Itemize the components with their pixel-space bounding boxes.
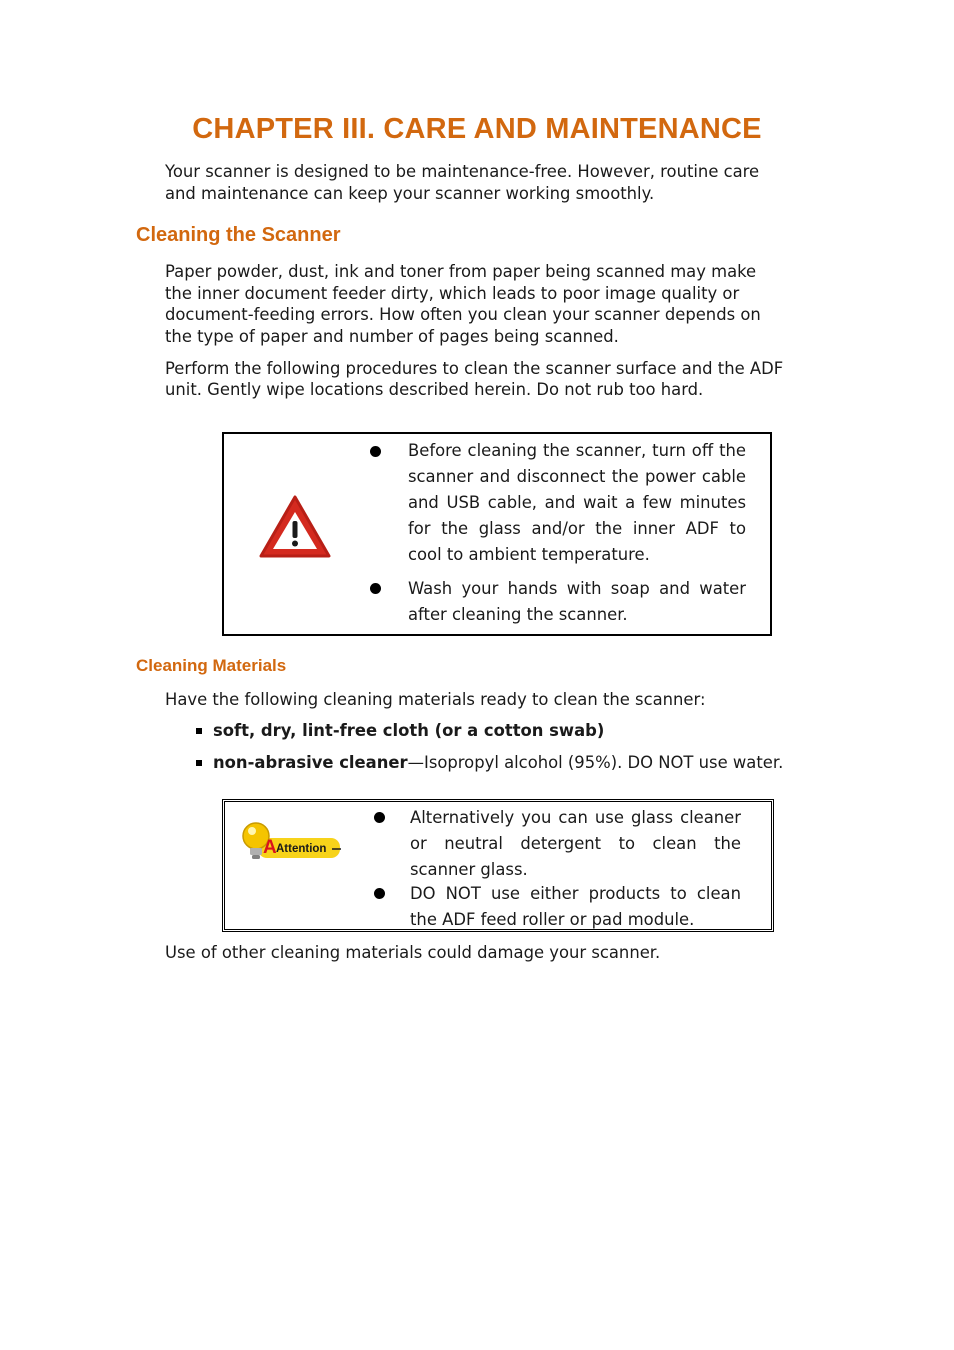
cleaning-para2-line: Perform the following procedures to clean the scanner surface and the ADF bbox=[165, 359, 784, 378]
attention-icon-label: Attention bbox=[276, 843, 327, 855]
attention-item-2: DO NOT use either products to clean the ADF feed roller or pad module. bbox=[410, 884, 741, 929]
closing-text: Use of other cleaning materials could damage your scanner. bbox=[165, 943, 661, 962]
section-heading-materials: Cleaning Materials bbox=[136, 656, 287, 675]
material-item-2 bbox=[213, 752, 783, 774]
attention-icon-letter: A bbox=[263, 837, 277, 858]
warning-triangle-icon bbox=[258, 494, 332, 560]
cleaning-para1-line: document-feeding errors. How often you clean your scanner depends on bbox=[165, 305, 761, 324]
material-item-1 bbox=[213, 720, 604, 742]
material-item-2-rest: —Isopropyl alcohol (95%). DO NOT use water. bbox=[407, 753, 784, 772]
intro-line-2: and maintenance can keep your scanner working smoothly. bbox=[165, 184, 655, 203]
bullet-dot-icon bbox=[370, 583, 381, 594]
cleaning-para1-line: the inner document feeder dirty, which leads to poor image quality or bbox=[165, 284, 740, 303]
bullet-dot-icon bbox=[374, 812, 385, 823]
bullet-dot-icon bbox=[374, 888, 385, 899]
warning-item-2: Wash your hands with soap and water after cleaning the scanner. bbox=[408, 579, 746, 624]
cleaning-para2-line: unit. Gently wipe locations described herein. Do not rub too hard. bbox=[165, 380, 704, 399]
attention-bulb-icon bbox=[240, 821, 346, 863]
square-bullet-icon bbox=[196, 760, 202, 766]
bullet-dot-icon bbox=[370, 446, 381, 457]
section-heading-cleaning: Cleaning the Scanner bbox=[136, 224, 341, 246]
materials-intro: Have the following cleaning materials ready to clean the scanner: bbox=[165, 690, 706, 709]
warning-box bbox=[222, 432, 772, 636]
material-item-2-bold: non-abrasive cleaner bbox=[213, 753, 408, 772]
square-bullet-icon bbox=[196, 728, 202, 734]
material-item-1-bold: soft, dry, lint-free cloth (or a cotton swab) bbox=[213, 721, 605, 740]
attention-item-1: Alternatively you can use glass cleaner or neutral detergent to clean the scanner glass. bbox=[410, 808, 741, 879]
warning-item-1: Before cleaning the scanner, turn off the scanner and disconnect the power cable and USB cable, and wait a few minutes for the glass and/or the inner ADF to cool to ambient temperature. bbox=[408, 441, 746, 564]
intro-line-1: Your scanner is designed to be maintenance-free. However, routine care bbox=[165, 162, 760, 181]
chapter-title: CHAPTER III. CARE AND MAINTENANCE bbox=[192, 113, 762, 145]
cleaning-para1-line: Paper powder, dust, ink and toner from paper being scanned may make bbox=[165, 262, 757, 281]
cleaning-para1-line: the type of paper and number of pages being scanned. bbox=[165, 327, 619, 346]
attention-box bbox=[222, 799, 774, 932]
